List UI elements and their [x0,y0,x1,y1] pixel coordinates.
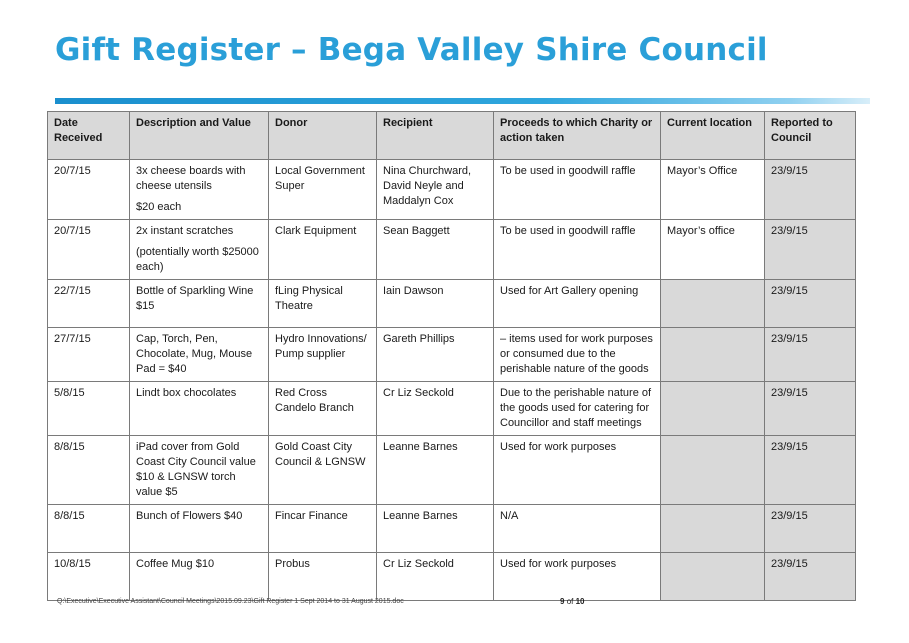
cell-proceeds: Due to the perishable nature of the goods used for catering for Councillor and staff meetings [494,382,661,436]
cell-description [130,220,269,280]
cell-description [130,382,269,436]
cell-description [130,328,269,382]
header-recipient: Recipient [377,112,494,160]
page-total: 10 [575,597,585,606]
cell-location [661,328,765,382]
cell-donor: Hydro Innovations/ Pump supplier [269,328,377,382]
description-line: iPad cover from Gold Coast City Council value $10 & LGNSW torch value $5 [136,441,256,498]
description-line: Bunch of Flowers $40 [136,510,243,522]
cell-description [130,436,269,505]
footer-page-number [560,597,585,606]
table-row [48,280,856,328]
cell-proceeds: Used for work purposes [494,436,661,505]
page-current: 9 [560,597,565,606]
table-row [48,160,856,220]
table-row [48,553,856,601]
cell-description [130,553,269,601]
cell-location [661,382,765,436]
header-current-location: Current location [661,112,765,160]
cell-donor: Red Cross Candelo Branch [269,382,377,436]
cell-reported: 23/9/15 [765,220,856,280]
cell-date: 8/8/15 [48,505,130,553]
cell-recipient: Nina Churchward, David Neyle and Maddalyn Cox [377,160,494,220]
cell-reported: 23/9/15 [765,382,856,436]
description-line: 2x instant scratches [136,225,234,237]
gift-register-table [47,111,856,601]
description-line: 3x cheese boards with cheese utensils [136,165,246,192]
cell-reported: 23/9/15 [765,328,856,382]
cell-proceeds: Used for work purposes [494,553,661,601]
cell-donor: Local Government Super [269,160,377,220]
cell-proceeds: To be used in goodwill raffle [494,220,661,280]
cell-donor: Clark Equipment [269,220,377,280]
page-title: Gift Register – Bega Valley Shire Council [55,32,768,68]
table-header-row [48,112,856,160]
table-row [48,436,856,505]
header-date-received: Date Received [48,112,130,160]
cell-reported: 23/9/15 [765,160,856,220]
cell-date: 5/8/15 [48,382,130,436]
cell-date: 22/7/15 [48,280,130,328]
cell-location [661,553,765,601]
description-line: Cap, Torch, Pen, Chocolate, Mug, Mouse Pad = $40 [136,333,253,375]
description-line: Lindt box chocolates [136,387,237,399]
cell-location: Mayor’s Office [661,160,765,220]
cell-location [661,280,765,328]
cell-description [130,505,269,553]
table-row [48,220,856,280]
cell-proceeds: – items used for work purposes or consumed due to the perishable nature of the goods [494,328,661,382]
header-description-value: Description and Value [130,112,269,160]
cell-recipient: Leanne Barnes [377,436,494,505]
cell-recipient: Cr Liz Seckold [377,553,494,601]
table-row [48,505,856,553]
cell-date: 10/8/15 [48,553,130,601]
cell-reported: 23/9/15 [765,436,856,505]
cell-recipient: Sean Baggett [377,220,494,280]
cell-proceeds: Used for Art Gallery opening [494,280,661,328]
page-of: of [566,597,574,606]
header-reported-to-council: Reported to Council [765,112,856,160]
title-underline-bar [55,98,870,104]
cell-location [661,505,765,553]
cell-reported: 23/9/15 [765,280,856,328]
cell-donor: Gold Coast City Council & LGNSW [269,436,377,505]
cell-reported: 23/9/15 [765,553,856,601]
table-row [48,328,856,382]
cell-recipient: Leanne Barnes [377,505,494,553]
cell-donor: fLing Physical Theatre [269,280,377,328]
cell-date: 20/7/15 [48,220,130,280]
header-donor: Donor [269,112,377,160]
cell-location [661,436,765,505]
description-line: (potentially worth $25000 each) [136,246,259,273]
cell-donor: Probus [269,553,377,601]
table-row [48,382,856,436]
cell-description [130,280,269,328]
cell-description [130,160,269,220]
cell-recipient: Gareth Phillips [377,328,494,382]
cell-recipient: Cr Liz Seckold [377,382,494,436]
cell-recipient: Iain Dawson [377,280,494,328]
description-line: $20 each [136,201,182,213]
header-proceeds: Proceeds to which Charity or action taken [494,112,661,160]
cell-date: 20/7/15 [48,160,130,220]
cell-donor: Fincar Finance [269,505,377,553]
description-line: Coffee Mug $10 [136,558,215,570]
cell-proceeds: To be used in goodwill raffle [494,160,661,220]
cell-date: 8/8/15 [48,436,130,505]
cell-proceeds: N/A [494,505,661,553]
footer-file-path: Q:\Executive\Executive Assistant\Council Meetings\2015.09.23\Gift Register 1 Sept 2014 to 31 August 2015.doc [57,598,404,605]
description-line: Bottle of Sparkling Wine $15 [136,285,254,312]
cell-location: Mayor’s office [661,220,765,280]
cell-reported: 23/9/15 [765,505,856,553]
cell-date: 27/7/15 [48,328,130,382]
